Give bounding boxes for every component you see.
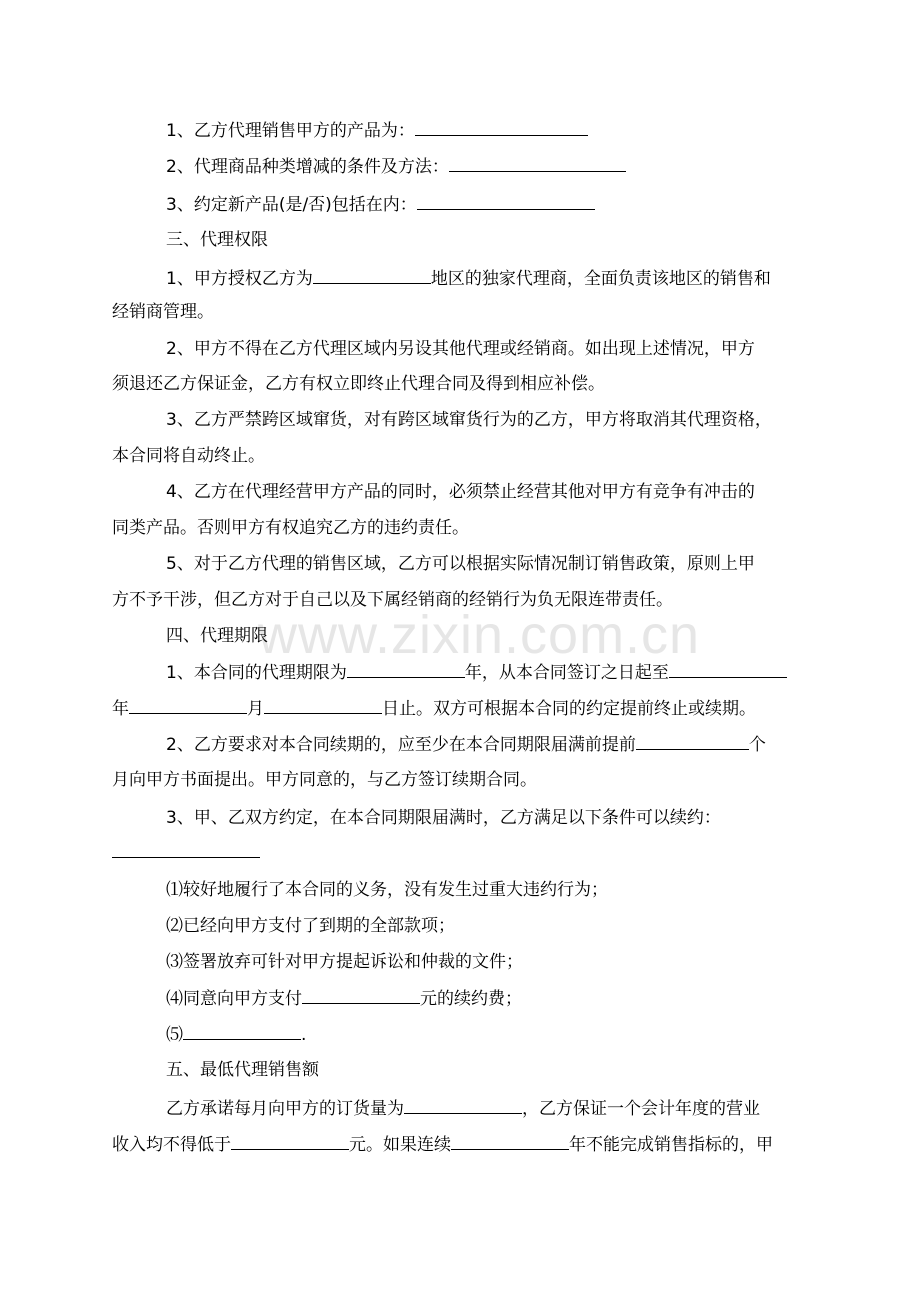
clause-authority-3: 3、乙方严禁跨区域窜货，对有跨区域窜货行为的乙方，甲方将取消其代理资格， bbox=[166, 410, 772, 430]
blank-field[interactable] bbox=[415, 118, 588, 136]
clause-term-3: 3、甲、乙双方约定，在本合同期限届满时，乙方满足以下条件可以续约： bbox=[166, 808, 721, 828]
clause-authority-3-cont: 本合同将自动终止。 bbox=[112, 446, 265, 466]
clause-product: 1、乙方代理销售甲方的产品为： bbox=[166, 118, 588, 142]
clause-authority-2-cont: 须退还乙方保证金，乙方有权立即终止代理合同及得到相应补偿。 bbox=[112, 374, 605, 394]
condition-4: ⑷同意向甲方支付 元的续约费； bbox=[166, 986, 522, 1010]
blank-field[interactable] bbox=[129, 696, 247, 714]
section-heading-4: 四、代理期限 bbox=[166, 626, 268, 646]
blank-field[interactable] bbox=[404, 1096, 522, 1114]
clause-term-2: 2、乙方要求对本合同续期的，应至少在本合同期限届满前提前 个 bbox=[166, 732, 766, 756]
clause-term-1: 1、本合同的代理期限为 年，从本合同签订之日起至 bbox=[166, 660, 787, 684]
blank-field[interactable] bbox=[183, 1022, 301, 1040]
watermark: www.zixin.com.cn bbox=[258, 605, 701, 665]
section-heading-3: 三、代理权限 bbox=[166, 230, 268, 250]
clause-authority-2: 2、甲方不得在乙方代理区域内另设其他代理或经销商。如出现上述情况，甲方 bbox=[166, 339, 755, 359]
clause-term-2-cont: 月向甲方书面提出。甲方同意的，与乙方签订续期合同。 bbox=[112, 770, 537, 790]
condition-2: ⑵已经向甲方支付了到期的全部款项； bbox=[166, 916, 455, 936]
clause-authority-5: 5、对于乙方代理的销售区域，乙方可以根据实际情况制订销售政策，原则上甲 bbox=[166, 554, 755, 574]
blank-field[interactable] bbox=[669, 660, 787, 678]
blank-field[interactable] bbox=[302, 986, 420, 1004]
clause-variety: 2、代理商品种类增减的条件及方法： bbox=[166, 154, 626, 178]
clause-term-3-cont bbox=[112, 840, 260, 864]
clause-min-sales-cont: 收入均不得低于 元。如果连续 年不能完成销售指标的，甲 bbox=[112, 1132, 773, 1156]
clause-authority-5-cont: 方不予干涉，但乙方对于自己以及下属经销商的经销行为负无限连带责任。 bbox=[112, 590, 673, 610]
clause-new-product: 3、约定新产品(是/否)包括在内： bbox=[166, 192, 595, 216]
blank-field[interactable] bbox=[112, 840, 260, 858]
condition-3: ⑶签署放弃可针对甲方提起诉讼和仲裁的文件； bbox=[166, 952, 523, 972]
clause-authority-4: 4、乙方在代理经营甲方产品的同时，必须禁止经营其他对甲方有竞争有冲击的 bbox=[166, 482, 755, 502]
blank-field[interactable] bbox=[636, 732, 749, 750]
clause-authority-4-cont: 同类产品。否则甲方有权追究乙方的违约责任。 bbox=[112, 518, 469, 538]
blank-field[interactable] bbox=[449, 154, 626, 172]
blank-field[interactable] bbox=[451, 1132, 569, 1150]
blank-field[interactable] bbox=[347, 660, 465, 678]
condition-1: ⑴较好地履行了本合同的义务，没有发生过重大违约行为； bbox=[166, 880, 608, 900]
condition-5: ⑸ . bbox=[166, 1022, 306, 1046]
blank-field[interactable] bbox=[264, 696, 382, 714]
blank-field[interactable] bbox=[313, 266, 431, 284]
clause-min-sales: 乙方承诺每月向甲方的订货量为 ，乙方保证一个会计年度的营业 bbox=[166, 1096, 760, 1120]
section-heading-5: 五、最低代理销售额 bbox=[166, 1060, 319, 1080]
clause-authority-1-cont: 经销商管理。 bbox=[112, 302, 214, 322]
blank-field[interactable] bbox=[417, 192, 595, 210]
clause-authority-1: 1、甲方授权乙方为 地区的独家代理商，全面负责该地区的销售和 bbox=[166, 266, 771, 290]
blank-field[interactable] bbox=[231, 1132, 349, 1150]
clause-term-1-cont: 年 月 日止。双方可根据本合同的约定提前终止或续期。 bbox=[112, 696, 756, 720]
